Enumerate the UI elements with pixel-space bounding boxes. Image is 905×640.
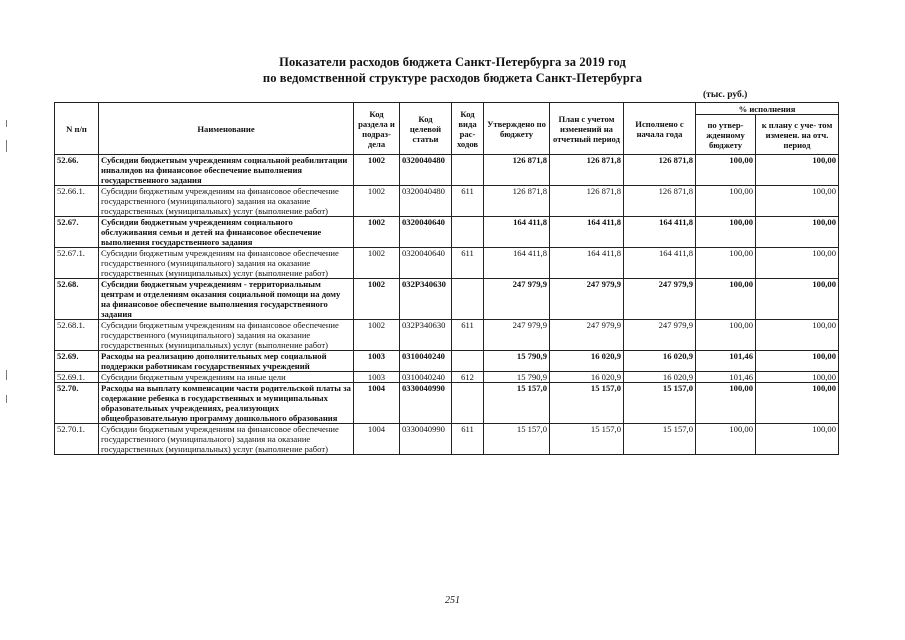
table-row	[55, 248, 839, 279]
report-subtitle: по ведомственной структуре расходов бюджета Санкт-Петербурга	[262, 71, 643, 85]
row-target-code: 032Р340630	[400, 320, 452, 351]
header-target-code: Код целевой статьи	[400, 103, 452, 155]
row-plan: 15 157,0	[550, 424, 624, 455]
row-approved: 126 871,8	[484, 155, 550, 186]
table-row	[55, 351, 839, 372]
table-row	[55, 320, 839, 351]
row-plan: 126 871,8	[550, 155, 624, 186]
row-expense-type	[452, 279, 484, 320]
row-executed: 126 871,8	[624, 186, 696, 217]
row-section-code: 1004	[354, 383, 400, 424]
row-pct-approved: 101,46	[696, 351, 756, 372]
row-executed: 16 020,9	[624, 351, 696, 372]
row-number: 52.66.	[55, 155, 99, 186]
row-number: 52.67.1.	[55, 248, 99, 279]
row-number: 52.68.1.	[55, 320, 99, 351]
row-number: 52.69.	[55, 351, 99, 372]
row-executed: 15 157,0	[624, 424, 696, 455]
row-target-code: 0320040480	[400, 186, 452, 217]
row-name: Субсидии бюджетным учреждениям на финансовое обеспечение государственного (муниципального) задания на оказание государственных (муниципальных) услуг (выполнение работ)	[99, 424, 354, 455]
row-pct-plan: 100,00	[756, 155, 839, 186]
row-name: Субсидии бюджетным учреждениям социальной реабилитации инвалидов на финансовое обеспечение выполнения государственного задания	[99, 155, 354, 186]
header-executed: Исполнено с начала года	[624, 103, 696, 155]
budget-table	[54, 102, 839, 455]
row-number: 52.70.	[55, 383, 99, 424]
table-row	[55, 372, 839, 383]
row-approved: 164 411,8	[484, 217, 550, 248]
row-approved: 126 871,8	[484, 186, 550, 217]
row-section-code: 1002	[354, 248, 400, 279]
row-section-code: 1004	[354, 424, 400, 455]
row-expense-type: 611	[452, 320, 484, 351]
table-row	[55, 155, 839, 186]
margin-mark	[6, 120, 7, 127]
row-executed: 126 871,8	[624, 155, 696, 186]
row-name: Субсидии бюджетным учреждениям - территориальным центрам и отделениям оказания социальной помощи на дому на финансовое обеспечение выполнения государственного задания	[99, 279, 354, 320]
row-section-code: 1002	[354, 320, 400, 351]
header-name: Наименование	[99, 103, 354, 155]
row-approved: 247 979,9	[484, 279, 550, 320]
row-executed: 164 411,8	[624, 248, 696, 279]
header-plan: План с учетом изменений на отчетный период	[550, 103, 624, 155]
row-pct-plan: 100,00	[756, 383, 839, 424]
table-row	[55, 186, 839, 217]
row-target-code: 0310040240	[400, 372, 452, 383]
row-section-code: 1002	[354, 279, 400, 320]
header-expense-type: Код вида рас- ходов	[452, 103, 484, 155]
row-pct-approved: 100,00	[696, 155, 756, 186]
row-name: Субсидии бюджетным учреждениям на финансовое обеспечение государственного (муниципального) задания на оказание государственных (муниципальных) услуг (выполнение работ)	[99, 320, 354, 351]
row-name: Субсидии бюджетным учреждениям на финансовое обеспечение государственного (муниципального) задания на оказание государственных (муниципальных) услуг (выполнение работ)	[99, 186, 354, 217]
units-label: (тыс. руб.)	[703, 90, 748, 100]
row-expense-type: 611	[452, 248, 484, 279]
row-pct-approved: 101,46	[696, 372, 756, 383]
row-executed: 16 020,9	[624, 372, 696, 383]
row-target-code: 0330040990	[400, 383, 452, 424]
row-plan: 247 979,9	[550, 279, 624, 320]
header-section-code: Код раздела и подраз- дела	[354, 103, 400, 155]
row-plan: 16 020,9	[550, 372, 624, 383]
row-pct-approved: 100,00	[696, 248, 756, 279]
row-pct-approved: 100,00	[696, 383, 756, 424]
row-name: Субсидии бюджетным учреждениям социального обслуживания семьи и детей на финансовое обеспечение выполнения государственного задания	[99, 217, 354, 248]
row-approved: 15 790,9	[484, 351, 550, 372]
row-expense-type	[452, 155, 484, 186]
row-pct-plan: 100,00	[756, 320, 839, 351]
table-row	[55, 424, 839, 455]
row-executed: 164 411,8	[624, 217, 696, 248]
row-target-code: 0330040990	[400, 424, 452, 455]
row-name: Субсидии бюджетным учреждениям на финансовое обеспечение государственного (муниципального) задания на оказание государственных (муниципальных) услуг (выполнение работ)	[99, 248, 354, 279]
row-plan: 164 411,8	[550, 248, 624, 279]
row-expense-type: 611	[452, 424, 484, 455]
margin-mark	[6, 370, 7, 380]
row-target-code: 0310040240	[400, 351, 452, 372]
row-approved: 164 411,8	[484, 248, 550, 279]
row-expense-type	[452, 351, 484, 372]
margin-mark	[6, 395, 7, 403]
row-plan: 16 020,9	[550, 351, 624, 372]
report-title: Показатели расходов бюджета Санкт-Петербурга за 2019 год	[279, 55, 626, 69]
row-number: 52.67.	[55, 217, 99, 248]
row-pct-plan: 100,00	[756, 372, 839, 383]
table-row	[55, 383, 839, 424]
header-pct-plan: к плану с уче- том изменен. на отч. период	[756, 115, 839, 155]
header-approved: Утверждено по бюджету	[484, 103, 550, 155]
row-target-code: 0320040480	[400, 155, 452, 186]
row-pct-plan: 100,00	[756, 351, 839, 372]
row-section-code: 1002	[354, 217, 400, 248]
header-percent-group: % исполнения	[696, 103, 839, 115]
row-number: 52.68.	[55, 279, 99, 320]
row-number: 52.66.1.	[55, 186, 99, 217]
row-executed: 247 979,9	[624, 279, 696, 320]
row-pct-plan: 100,00	[756, 279, 839, 320]
row-expense-type: 611	[452, 186, 484, 217]
row-expense-type	[452, 217, 484, 248]
row-pct-approved: 100,00	[696, 186, 756, 217]
row-pct-approved: 100,00	[696, 279, 756, 320]
row-plan: 126 871,8	[550, 186, 624, 217]
row-pct-approved: 100,00	[696, 424, 756, 455]
table-row	[55, 217, 839, 248]
page-number: 251	[445, 595, 460, 606]
table-header	[55, 103, 839, 155]
row-number: 52.69.1.	[55, 372, 99, 383]
margin-mark	[6, 140, 7, 152]
row-approved: 247 979,9	[484, 320, 550, 351]
header-pct-approved: по утвер- жденному бюджету	[696, 115, 756, 155]
row-target-code: 0320040640	[400, 248, 452, 279]
row-plan: 247 979,9	[550, 320, 624, 351]
row-plan: 15 157,0	[550, 383, 624, 424]
row-target-code: 032Р340630	[400, 279, 452, 320]
row-section-code: 1003	[354, 351, 400, 372]
row-expense-type	[452, 383, 484, 424]
row-executed: 247 979,9	[624, 320, 696, 351]
row-name: Расходы на выплату компенсации части родительской платы за содержание ребенка в государственных и муниципальных образовательных учреждениях, реализующих общеобразовательную программу дошкольного образования	[99, 383, 354, 424]
row-expense-type: 612	[452, 372, 484, 383]
row-pct-plan: 100,00	[756, 186, 839, 217]
row-plan: 164 411,8	[550, 217, 624, 248]
row-number: 52.70.1.	[55, 424, 99, 455]
table-body	[55, 155, 839, 455]
row-pct-plan: 100,00	[756, 424, 839, 455]
row-section-code: 1003	[354, 372, 400, 383]
row-executed: 15 157,0	[624, 383, 696, 424]
row-approved: 15 790,9	[484, 372, 550, 383]
row-name: Субсидии бюджетным учреждениям на иные цели	[99, 372, 354, 383]
row-approved: 15 157,0	[484, 383, 550, 424]
row-pct-plan: 100,00	[756, 248, 839, 279]
row-section-code: 1002	[354, 186, 400, 217]
row-target-code: 0320040640	[400, 217, 452, 248]
row-pct-approved: 100,00	[696, 217, 756, 248]
header-num: N п/п	[55, 103, 99, 155]
row-pct-plan: 100,00	[756, 217, 839, 248]
row-section-code: 1002	[354, 155, 400, 186]
row-pct-approved: 100,00	[696, 320, 756, 351]
row-name: Расходы на реализацию дополнительных мер социальной поддержки работникам государственных учреждений	[99, 351, 354, 372]
row-approved: 15 157,0	[484, 424, 550, 455]
table-row	[55, 279, 839, 320]
